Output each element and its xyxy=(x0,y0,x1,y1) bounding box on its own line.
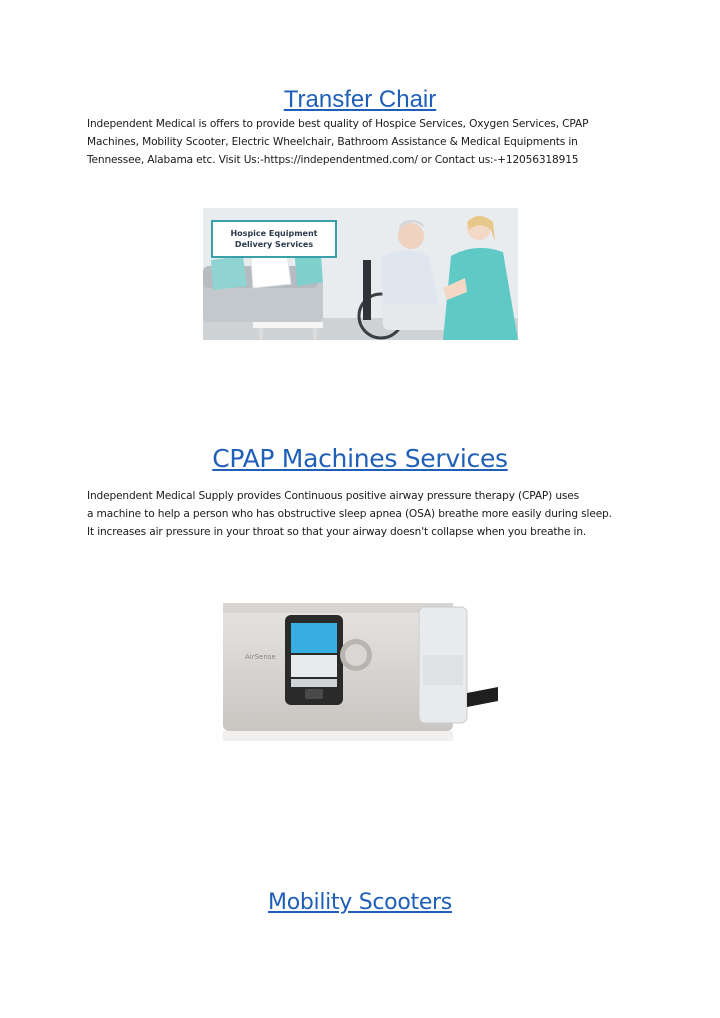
transfer-chair-heading[interactable]: Transfer Chair xyxy=(283,86,437,113)
banner-line: Hospice Equipment xyxy=(230,229,318,238)
intro-line: Independent Medical is offers to provide best quality of Hospice Services, Oxygen Services, CPAP xyxy=(87,118,589,130)
cpap-machine-illustration xyxy=(223,585,498,785)
intro-line: Machines, Mobility Scooter, Electric Wheelchair, Bathroom Assistance & Medical Equipments in xyxy=(87,136,578,148)
intro-line: Tennessee, Alabama etc. Visit Us:-https://independentmed.com/ or Contact us:-+12056318915 xyxy=(87,154,579,166)
hospice-delivery-photo xyxy=(203,208,518,340)
cpap-machine-photo xyxy=(223,585,498,785)
mobility-scooters-heading[interactable]: Mobility Scooters xyxy=(268,890,452,915)
cpap-line: Independent Medical Supply provides Continuous positive airway pressure therapy (CPAP) uses xyxy=(87,490,580,502)
cpap-heading[interactable]: CPAP Machines Services xyxy=(212,444,508,473)
cpap-line: It increases air pressure in your throat so that your airway doesn't collapse when you breathe in. xyxy=(87,526,587,538)
svg-text:AirSense: AirSense xyxy=(245,653,276,661)
cpap-line: a machine to help a person who has obstructive sleep apnea (OSA) breathe more easily during sleep. xyxy=(87,508,612,520)
banner-line: Delivery Services xyxy=(234,240,314,249)
cpap-paragraph xyxy=(87,487,647,541)
hospice-banner xyxy=(211,220,337,258)
intro-paragraph xyxy=(87,115,647,169)
